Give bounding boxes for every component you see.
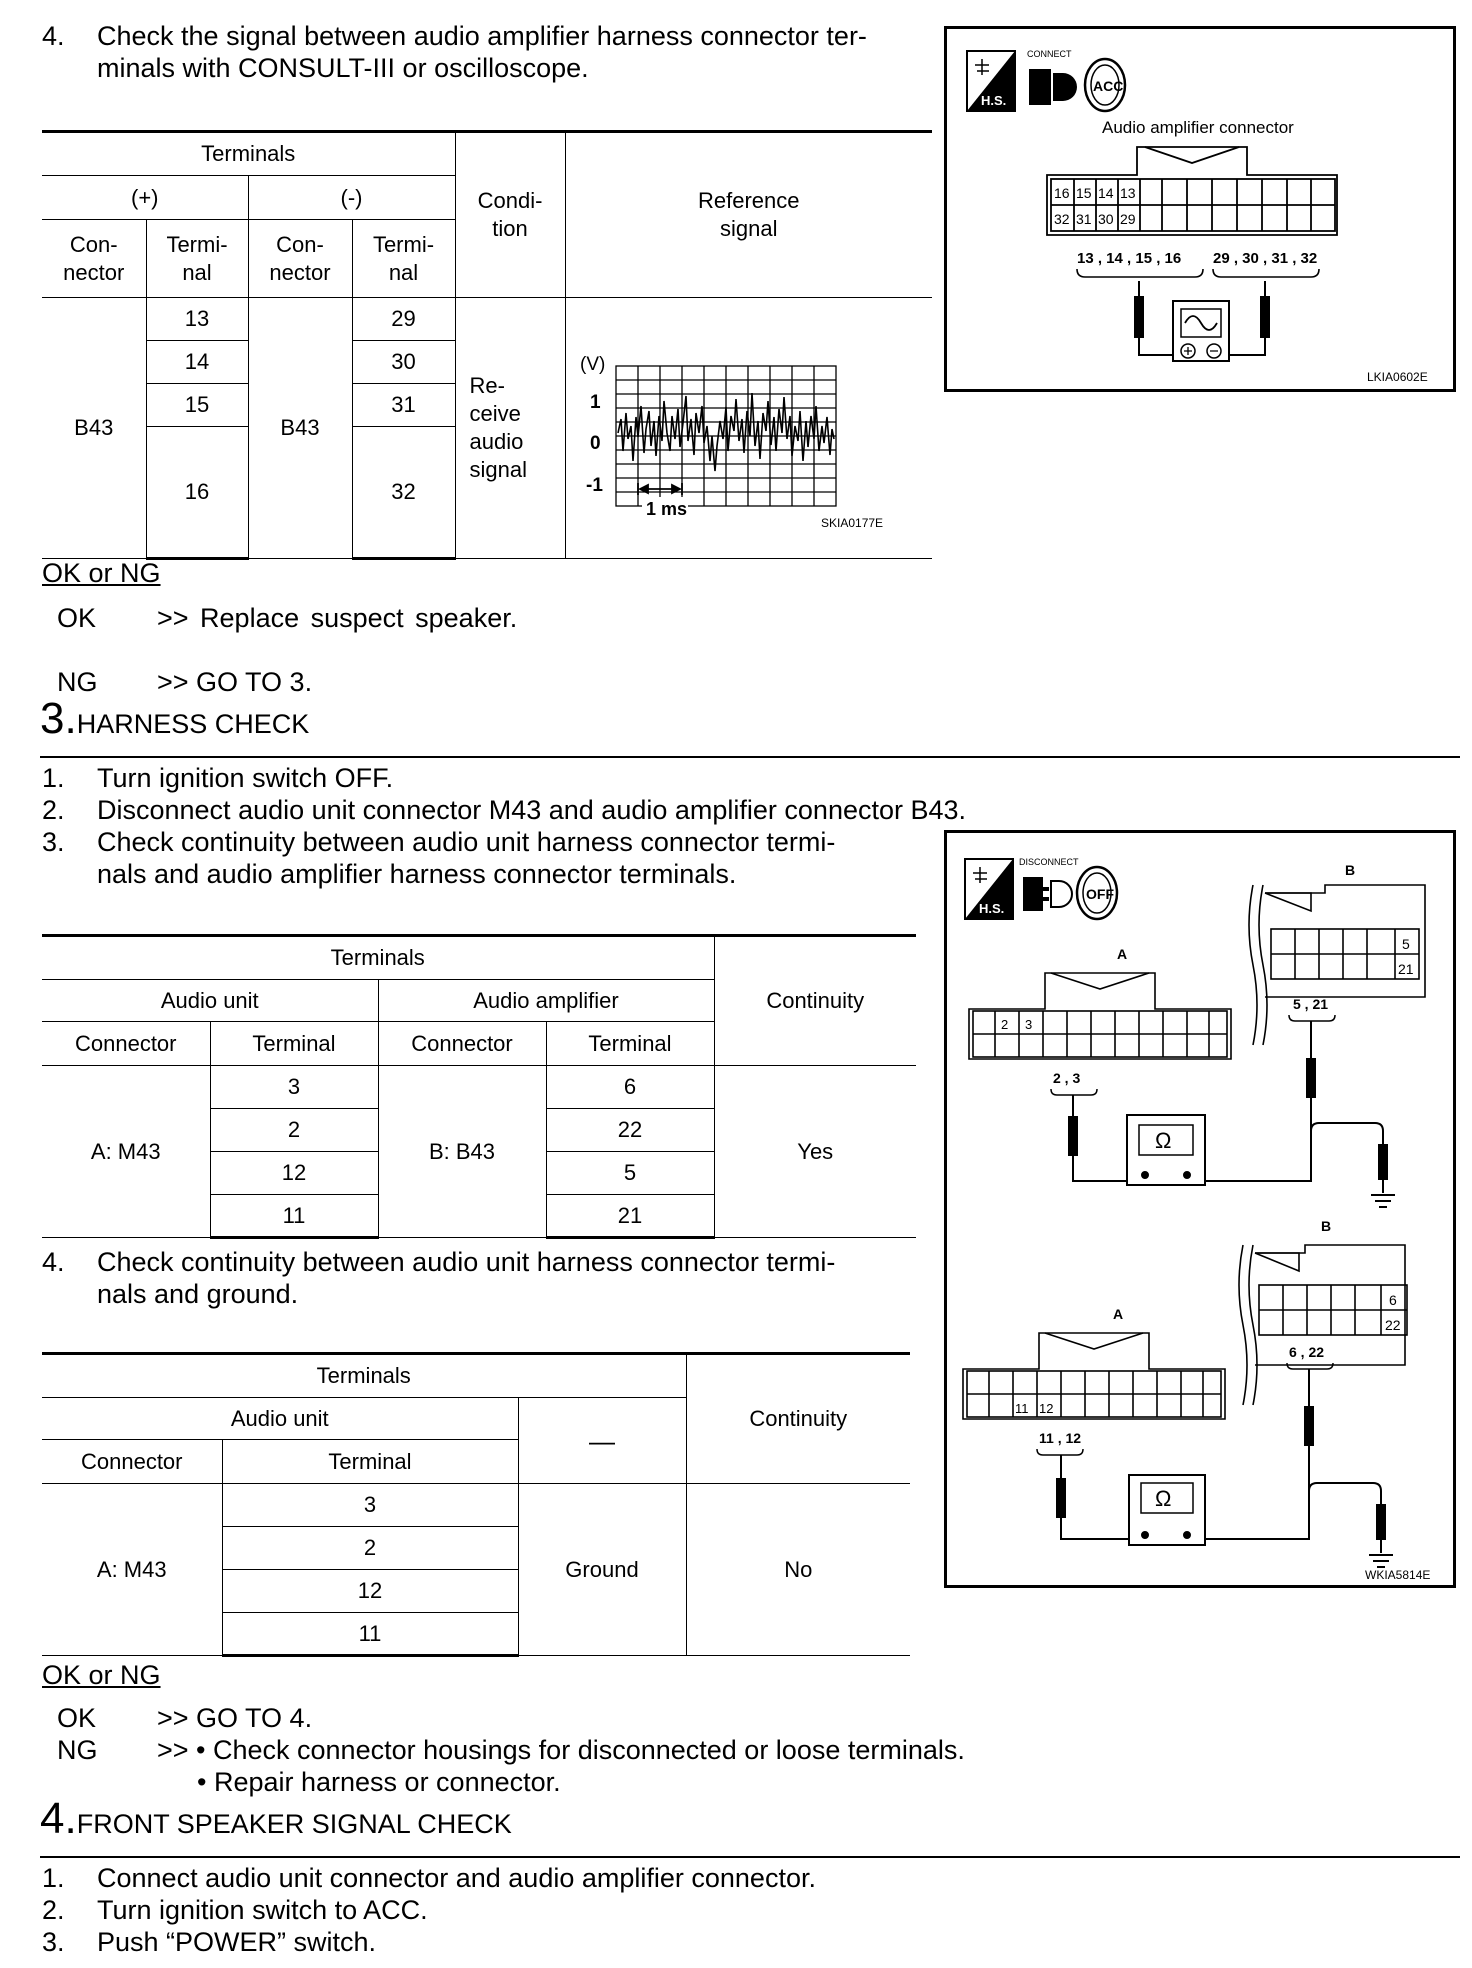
minus-terminal: 30 (352, 341, 455, 384)
audio-amplifier-connector-figure (944, 26, 1456, 392)
terminals-header: Terminals (42, 132, 455, 176)
minus-header: (-) (248, 176, 455, 220)
audio-amplifier-header: Audio amplifier (378, 980, 714, 1022)
scope-y-minus1: -1 (585, 474, 603, 496)
dash-header: — (518, 1398, 686, 1484)
terminal-header: Terminal (210, 1022, 378, 1066)
ng-action-2: • Repair harness or connector. (197, 1767, 561, 1797)
continuity-table (42, 934, 916, 1239)
amplifier-connector: B: B43 (378, 1066, 546, 1238)
ok-action: >> GO TO 4. (157, 1703, 313, 1733)
audio-unit-header: Audio unit (42, 980, 378, 1022)
scope-y-1: 1 (589, 391, 601, 413)
pin-label: 30 (1098, 211, 1114, 227)
probe-label-left: 13 , 14 , 15 , 16 (1077, 250, 1182, 267)
step-text: Push “POWER” switch. (97, 1927, 377, 1957)
probe-label-b: 5 , 21 (1293, 996, 1329, 1012)
ok-label: OK (57, 1703, 97, 1733)
pin-label: 22 (1385, 1317, 1401, 1333)
pin-label: 2 (1001, 1017, 1009, 1032)
amplifier-terminal: 6 (546, 1066, 714, 1109)
probe-brackets (1077, 269, 1319, 277)
audio-unit-terminal: 11 (210, 1195, 378, 1238)
hs-harness-side-icon (967, 51, 1015, 111)
svg-text:H.S.: H.S. (979, 901, 1005, 916)
scope-figure-code: SKIA0177E (820, 515, 883, 530)
audio-unit-header: Audio unit (42, 1398, 518, 1440)
section-number: 3. (40, 694, 77, 743)
step-number: 3. (42, 827, 65, 857)
reference-signal-cell (565, 298, 932, 559)
amplifier-terminal: 21 (546, 1195, 714, 1238)
harness-continuity-figure (944, 830, 1456, 1588)
svg-text:CONNECT: CONNECT (1027, 49, 1072, 59)
step-number: 1. (42, 1863, 65, 1893)
continuity-header: Continuity (686, 1354, 910, 1484)
pin-label: 16 (1054, 185, 1070, 201)
connector-b-label: B (1345, 862, 1356, 878)
signal-table (42, 130, 932, 560)
ok-ng-heading: OK or NG (42, 1660, 161, 1690)
continuity-result: No (686, 1484, 910, 1656)
ok-action: >> Replace suspect speaker. (157, 603, 518, 633)
pin-label: 15 (1076, 185, 1092, 201)
ignition-off-icon (1077, 867, 1117, 919)
step-text-line-1: Check continuity between audio unit harness connector termi- (97, 827, 836, 857)
condition-header: Condi- tion (455, 132, 565, 298)
ohm-symbol: Ω (1155, 1128, 1172, 1153)
minus-terminal: 31 (352, 384, 455, 427)
step-text-line-2: minals with CONSULT-III or oscilloscope. (97, 53, 589, 83)
step-number: 4. (42, 1247, 65, 1277)
audio-unit-terminal: 2 (210, 1109, 378, 1152)
step-number: 1. (42, 763, 65, 793)
plus-terminal: 13 (146, 298, 248, 341)
condition-value: Re- ceive audio signal (455, 298, 565, 559)
plus-terminal: 14 (146, 341, 248, 384)
audio-unit-terminal: 3 (222, 1484, 518, 1527)
scope-y-0: 0 (589, 432, 601, 454)
plus-terminal: 16 (146, 427, 248, 559)
pin-label: 6 (1389, 1292, 1397, 1308)
connector-a-face (969, 973, 1231, 1059)
connector-header: Con- nector (42, 220, 146, 298)
probe-label-a: 11 , 12 (1039, 1430, 1082, 1446)
reference-header: Reference signal (565, 132, 932, 298)
minus-connector: B43 (248, 298, 352, 559)
connector-a-face (963, 1333, 1225, 1419)
step-text: Turn ignition switch OFF. (97, 763, 394, 793)
scope-unit: (V) (579, 353, 605, 375)
section-divider (40, 1856, 1460, 1858)
minus-terminal: 29 (352, 298, 455, 341)
svg-text:H.S.: H.S. (981, 93, 1007, 108)
svg-text:ACC: ACC (1093, 78, 1124, 94)
step-number: 2. (42, 1895, 65, 1925)
pin-label: 5 (1402, 936, 1410, 952)
connector-header: Connector (378, 1022, 546, 1066)
connector-a-label: A (1113, 1306, 1124, 1322)
pin-label: 31 (1076, 211, 1092, 227)
section-4-heading (40, 1794, 512, 1844)
amplifier-terminal: 22 (546, 1109, 714, 1152)
pin-label: 12 (1039, 1401, 1054, 1416)
ok-result-line (57, 1702, 1057, 1734)
ng-label: NG (57, 667, 98, 697)
step-text-line-1: Check continuity between audio unit harness connector termi- (97, 1247, 836, 1277)
audio-unit-connector: A: M43 (42, 1484, 222, 1656)
section-divider (40, 756, 1460, 758)
terminal-header: Terminal (222, 1440, 518, 1484)
ohmmeter-setup-top (1051, 1015, 1395, 1207)
ok-result-line (57, 602, 957, 634)
ok-ng-heading: OK or NG (42, 558, 161, 588)
audio-unit-terminal: 11 (222, 1613, 518, 1656)
disconnect-icon (1019, 857, 1079, 911)
step-text: Connect audio unit connector and audio amplifier connector. (97, 1863, 816, 1893)
audio-unit-terminal: 3 (210, 1066, 378, 1109)
ng-action: >> GO TO 3. (157, 667, 313, 697)
pin-label: 21 (1398, 961, 1414, 977)
probe-label-right: 29 , 30 , 31 , 32 (1213, 250, 1318, 267)
probe-label-a: 2 , 3 (1053, 1070, 1081, 1086)
audio-unit-terminal: 12 (222, 1570, 518, 1613)
ohm-symbol: Ω (1155, 1486, 1172, 1511)
probe-label-b: 6 , 22 (1289, 1344, 1325, 1360)
audio-unit-connector: A: M43 (42, 1066, 210, 1238)
minus-terminal: 32 (352, 427, 455, 559)
connector-title: Audio amplifier connector (1102, 118, 1294, 137)
amplifier-terminal: 5 (546, 1152, 714, 1195)
ng-label: NG (57, 1735, 98, 1765)
svg-text:DISCONNECT: DISCONNECT (1019, 857, 1079, 867)
plus-header: (+) (42, 176, 248, 220)
figure-code: LKIA0602E (1367, 370, 1428, 384)
plus-terminal: 15 (146, 384, 248, 427)
terminals-header: Terminals (42, 1354, 686, 1398)
section-title: HARNESS CHECK (76, 709, 310, 739)
ok-label: OK (57, 603, 97, 633)
continuity-result: Yes (714, 1066, 916, 1238)
section-3-heading (40, 694, 309, 744)
connector-header: Con- nector (248, 220, 352, 298)
hs-harness-side-icon (965, 859, 1013, 919)
connect-icon (1027, 49, 1077, 105)
terminal-header: Termi- nal (146, 220, 248, 298)
step-number: 4. (42, 21, 65, 51)
step-text: Disconnect audio unit connector M43 and audio amplifier connector B43. (97, 795, 967, 825)
audio-unit-terminal: 2 (222, 1527, 518, 1570)
connector-b-face (1239, 1245, 1407, 1405)
step-number: 2. (42, 795, 65, 825)
scope-time-division: 1 ms (645, 498, 687, 519)
plus-connector: B43 (42, 298, 146, 559)
oscilloscope-waveform (566, 321, 926, 536)
figure-code: WKIA5814E (1365, 1568, 1431, 1582)
step-text-line-2: nals and ground. (97, 1279, 299, 1309)
step-text: Turn ignition switch to ACC. (97, 1895, 428, 1925)
pin-label: 29 (1120, 211, 1136, 227)
ng-action-1: >> • Check connector housings for disconnected or loose terminals. (157, 1735, 965, 1765)
svg-text:OFF: OFF (1086, 886, 1114, 902)
connector-header: Connector (42, 1440, 222, 1484)
ground-value: Ground (518, 1484, 686, 1656)
oscilloscope-probe-setup (1135, 281, 1269, 361)
terminal-header: Terminal (546, 1022, 714, 1066)
ignition-acc-icon (1085, 59, 1125, 111)
terminal-header: Termi- nal (352, 220, 455, 298)
pin-label: 14 (1098, 185, 1114, 201)
step-text-line-2: nals and audio amplifier harness connector terminals. (97, 859, 737, 889)
pin-label: 32 (1054, 211, 1070, 227)
step-text-line-1: Check the signal between audio amplifier harness connector ter- (97, 21, 867, 51)
connector-a-label: A (1117, 946, 1128, 962)
ground-table (42, 1352, 910, 1657)
connector-header: Connector (42, 1022, 210, 1066)
section-title: FRONT SPEAKER SIGNAL CHECK (76, 1809, 512, 1839)
continuity-header: Continuity (714, 936, 916, 1066)
audio-unit-terminal: 12 (210, 1152, 378, 1195)
pin-label: 11 (1015, 1401, 1029, 1416)
section-number: 4. (40, 1794, 77, 1843)
pin-label: 3 (1025, 1017, 1033, 1032)
connector-b-label: B (1321, 1218, 1332, 1234)
pin-label: 13 (1120, 185, 1136, 201)
terminals-header: Terminals (42, 936, 714, 980)
ng-result-line (57, 1734, 1157, 1766)
step-number: 3. (42, 1927, 65, 1957)
